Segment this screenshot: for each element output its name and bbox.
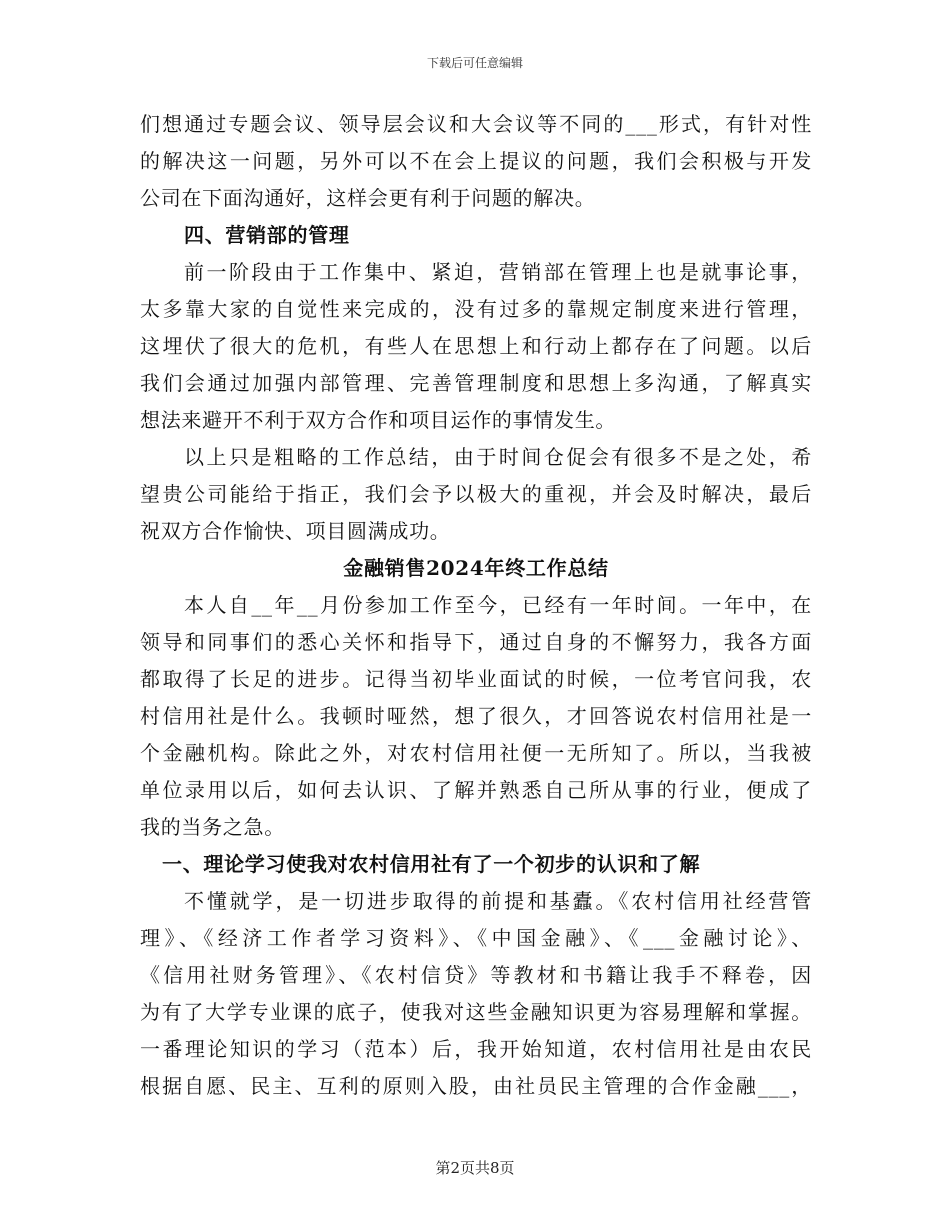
text-line: 望贵公司能给于指正，我们会予以极大的重视，并会及时解决，最后 — [140, 482, 812, 506]
document-body — [140, 106, 812, 1105]
text-line: 想法来避开不利于双方合作和项目运作的事情发生。 — [140, 408, 617, 432]
page-header: 下载后可任意编辑 — [426, 56, 523, 70]
text-line: 以上只是粗略的工作总结，由于时间仓促会有很多不是之处，希 — [184, 445, 812, 469]
text-line: 不懂就学，是一切进步取得的前提和基蠹。《农村信用社经营管 — [184, 889, 812, 913]
text-line: 为有了大学专业课的底子，使我对这些金融知识更为容易理解和掌握。 — [140, 1000, 812, 1024]
text-line: 太多靠大家的自觉性来完成的，没有过多的靠规定制度来进行管理， — [140, 297, 812, 321]
section-heading: 四、营销部的管理 — [184, 223, 350, 247]
page-footer: 第2页共8页 — [435, 1159, 515, 1177]
text-line: 村信用社是什么。我顿时哑然，想了很久，才回答说农村信用社是一 — [140, 704, 812, 728]
text-line: 根据自愿、民主、互利的原则入股，由社员民主管理的合作金融___， — [140, 1074, 812, 1098]
text-line: 祝双方合作愉快、项目圆满成功。 — [140, 519, 451, 543]
text-line: 我的当务之急。 — [140, 815, 285, 839]
text-line: 个金融机构。除此之外，对农村信用社便一无所知了。所以，当我被 — [140, 741, 812, 765]
text-line: 单位录用以后，如何去认识、了解并熟悉自己所从事的行业，便成了 — [140, 778, 812, 802]
text-line: 的解决这一问题，另外可以不在会上提议的问题，我们会积极与开发 — [140, 149, 812, 173]
text-line: 我们会通过加强内部管理、完善管理制度和思想上多沟通，了解真实 — [140, 371, 812, 395]
text-line: 一番理论知识的学习（范本）后，我开始知道，农村信用社是由农民 — [140, 1037, 812, 1061]
text-line: 们想通过专题会议、领导层会议和大会议等不同的___形式，有针对性 — [140, 112, 812, 136]
text-line: 公司在下面沟通好，这样会更有利于问题的解决。 — [140, 186, 596, 210]
text-line: 理》、《经济工作者学习资料》、《中国金融》、《___金融讨论》、 — [140, 926, 812, 950]
text-line: 前一阶段由于工作集中、紧迫，营销部在管理上也是就事论事， — [184, 260, 812, 284]
section-heading: 一、理论学习使我对农村信用社有了一个初步的认识和了解 — [162, 852, 701, 876]
document-title: 金融销售2024年终工作总结 — [343, 556, 609, 580]
text-line: 这埋伏了很大的危机，有些人在思想上和行动上都存在了问题。以后 — [140, 334, 812, 358]
text-line: 领导和同事们的悉心关怀和指导下，通过自身的不懈努力，我各方面 — [140, 630, 812, 654]
text-line: 都取得了长足的进步。记得当初毕业面试的时候，一位考官问我，农 — [140, 667, 812, 691]
text-line: 本人自__年__月份参加工作至今，已经有一年时间。一年中，在 — [184, 593, 812, 617]
text-line: 《信用社财务管理》、《农村信贷》等教材和书籍让我手不释卷，因 — [140, 963, 812, 987]
